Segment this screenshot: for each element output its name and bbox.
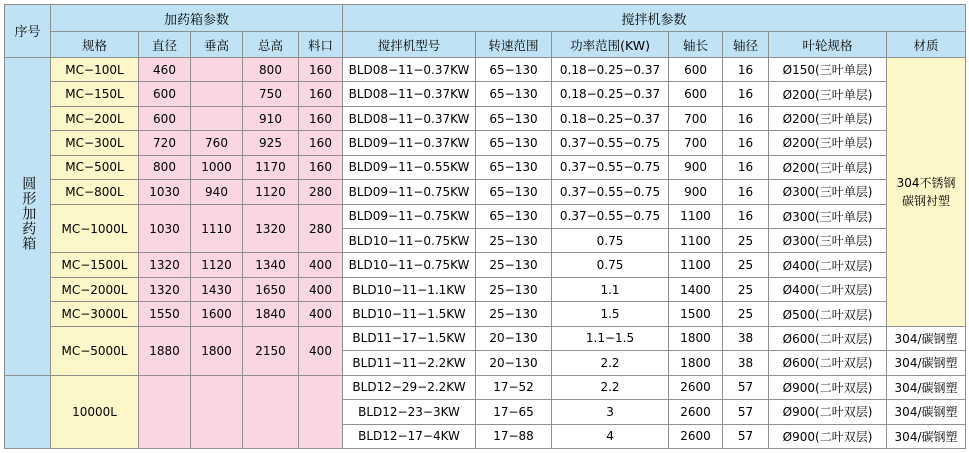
cell-power-range: 3 [552,400,669,424]
cell-feed-port: 160 [299,131,343,155]
header-col-impeller: 叶轮规格 [769,32,887,58]
header-group-dosing: 加药箱参数 [51,5,343,32]
cell-speed-range: 25−130 [476,229,552,253]
table-row [5,131,966,155]
cell-speed-range: 17−65 [476,400,552,424]
cell-feed-port: 400 [299,277,343,301]
cell-vertical [191,57,243,81]
cell-shaft-length: 1100 [669,204,723,228]
cell-speed-range: 65−130 [476,204,552,228]
cell-material-alt: 304/碳钢塑 [887,400,966,424]
cell-power-range: 4 [552,424,669,449]
cell-impeller: Ø600(二叶双层) [769,351,887,375]
table-row [5,375,966,399]
cell-shaft-length: 2600 [669,375,723,399]
cell-total-height: 1120 [243,180,299,204]
cell-material-alt: 304/碳钢塑 [887,424,966,449]
cell-material-alt: 304/碳钢塑 [887,351,966,375]
cell-total-height: 1840 [243,302,299,326]
cell-impeller: Ø150(三叶单层) [769,57,887,81]
cell-feed-port: 400 [299,326,343,375]
material-line-1: 304不锈钢 [896,175,956,190]
cell-spec: MC−2000L [51,277,139,301]
cell-total-height: 1170 [243,155,299,179]
cell-impeller: Ø300(三叶单层) [769,180,887,204]
table-row [5,82,966,106]
cell-speed-range: 65−130 [476,106,552,130]
cell-vertical [191,375,243,448]
cell-shaft-length: 600 [669,57,723,81]
cell-speed-range: 17−52 [476,375,552,399]
cell-impeller: Ø900(二叶双层) [769,424,887,449]
cell-speed-range: 25−130 [476,302,552,326]
cell-diameter: 460 [139,57,191,81]
cell-total-height: 800 [243,57,299,81]
cell-shaft-dia: 57 [723,400,769,424]
cell-spec: MC−1500L [51,253,139,277]
cell-shaft-length: 700 [669,131,723,155]
cell-shaft-dia: 16 [723,57,769,81]
cell-total-height: 1320 [243,204,299,253]
cell-shaft-length: 1100 [669,229,723,253]
cell-shaft-dia: 38 [723,351,769,375]
cell-spec: MC−800L [51,180,139,204]
cell-impeller: Ø200(三叶单层) [769,131,887,155]
dosing-tank-spec-table [4,4,966,449]
cell-vertical: 1600 [191,302,243,326]
cell-shaft-length: 900 [669,155,723,179]
cell-power-range: 1.1 [552,277,669,301]
cell-mixer-model: BLD11−17−1.5KW [343,326,476,350]
cell-diameter [139,375,191,448]
cell-diameter: 1030 [139,204,191,253]
cell-shaft-length: 700 [669,106,723,130]
cell-speed-range: 65−130 [476,57,552,81]
cell-feed-port [299,375,343,448]
cell-impeller: Ø500(二叶双层) [769,302,887,326]
cell-shaft-dia: 16 [723,106,769,130]
cell-total-height: 1650 [243,277,299,301]
cell-mixer-model: BLD08−11−0.37KW [343,82,476,106]
cell-shaft-dia: 25 [723,253,769,277]
cell-shaft-dia: 16 [723,180,769,204]
cell-shaft-dia: 57 [723,424,769,449]
header-col-shaft-length: 轴长 [669,32,723,58]
cell-shaft-length: 2600 [669,424,723,449]
cell-mixer-model: BLD10−11−1.5KW [343,302,476,326]
cell-shaft-length: 1800 [669,351,723,375]
cell-feed-port: 160 [299,106,343,130]
cell-mixer-model: BLD10−11−0.75KW [343,229,476,253]
cell-diameter: 1320 [139,277,191,301]
cell-speed-range: 65−130 [476,82,552,106]
cell-total-height: 750 [243,82,299,106]
cell-spec: MC−3000L [51,302,139,326]
cell-spec: 10000L [51,375,139,448]
header-col-speed-range: 转速范围 [476,32,552,58]
cell-diameter: 1550 [139,302,191,326]
cell-mixer-model: BLD12−23−3KW [343,400,476,424]
cell-mixer-model: BLD11−11−2.2KW [343,351,476,375]
table-row [5,57,966,81]
cell-impeller: Ø400(二叶双层) [769,277,887,301]
cell-total-height [243,375,299,448]
cell-speed-range: 65−130 [476,155,552,179]
cell-total-height: 910 [243,106,299,130]
cell-total-height: 1340 [243,253,299,277]
cell-mixer-model: BLD08−11−0.37KW [343,57,476,81]
seq-blank [5,375,51,448]
cell-power-range: 0.18−0.25−0.37 [552,82,669,106]
cell-shaft-dia: 25 [723,277,769,301]
header-group-mixer: 搅拌机参数 [343,5,966,32]
table-row [5,180,966,204]
header-col-total-height: 总高 [243,32,299,58]
table-header-row-2 [5,32,966,58]
table-row [5,253,966,277]
cell-total-height: 2150 [243,326,299,375]
cell-impeller: Ø900(二叶双层) [769,375,887,399]
header-seq: 序号 [5,5,51,58]
cell-mixer-model: BLD10−11−0.75KW [343,253,476,277]
cell-power-range: 0.18−0.25−0.37 [552,106,669,130]
header-col-feed-port: 料口 [299,32,343,58]
cell-feed-port: 160 [299,57,343,81]
cell-spec: MC−1000L [51,204,139,253]
cell-vertical: 1430 [191,277,243,301]
material-line-2: 碳钢衬塑 [902,193,951,208]
table-row [5,155,966,179]
cell-shaft-length: 1100 [669,253,723,277]
table-row [5,204,966,228]
cell-impeller: Ø300(三叶单层) [769,204,887,228]
cell-impeller: Ø200(三叶单层) [769,155,887,179]
header-col-material: 材质 [887,32,966,58]
cell-shaft-dia: 16 [723,82,769,106]
cell-spec: MC−150L [51,82,139,106]
cell-speed-range: 65−130 [476,131,552,155]
cell-vertical: 760 [191,131,243,155]
cell-mixer-model: BLD12−17−4KW [343,424,476,449]
cell-mixer-model: BLD10−11−1.1KW [343,277,476,301]
header-col-spec: 规格 [51,32,139,58]
cell-shaft-dia: 38 [723,326,769,350]
cell-diameter: 720 [139,131,191,155]
table-row [5,106,966,130]
cell-power-range: 0.75 [552,229,669,253]
cell-power-range: 1.1−1.5 [552,326,669,350]
table-row [5,326,966,350]
cell-power-range: 2.2 [552,375,669,399]
cell-power-range: 1.5 [552,302,669,326]
cell-feed-port: 400 [299,253,343,277]
cell-feed-port: 160 [299,155,343,179]
cell-spec: MC−200L [51,106,139,130]
cell-shaft-length: 1400 [669,277,723,301]
cell-impeller: Ø300(三叶单层) [769,229,887,253]
cell-speed-range: 17−88 [476,424,552,449]
header-col-diameter: 直径 [139,32,191,58]
cell-speed-range: 20−130 [476,351,552,375]
cell-feed-port: 280 [299,180,343,204]
cell-diameter: 800 [139,155,191,179]
cell-total-height: 925 [243,131,299,155]
cell-speed-range: 25−130 [476,253,552,277]
table-row [5,277,966,301]
cell-shaft-length: 900 [669,180,723,204]
cell-spec: MC−100L [51,57,139,81]
cell-shaft-dia: 16 [723,131,769,155]
cell-shaft-dia: 25 [723,229,769,253]
cell-impeller: Ø200(三叶单层) [769,82,887,106]
cell-mixer-model: BLD12−29−2.2KW [343,375,476,399]
cell-mixer-model: BLD09−11−0.37KW [343,131,476,155]
cell-speed-range: 25−130 [476,277,552,301]
header-col-mixer-model: 搅拌机型号 [343,32,476,58]
cell-impeller: Ø900(二叶双层) [769,400,887,424]
cell-diameter: 1030 [139,180,191,204]
cell-shaft-dia: 16 [723,204,769,228]
cell-vertical: 1000 [191,155,243,179]
cell-shaft-dia: 25 [723,302,769,326]
cell-impeller: Ø200(三叶单层) [769,106,887,130]
table-header-row-1 [5,5,966,32]
header-col-vertical: 垂高 [191,32,243,58]
cell-shaft-dia: 57 [723,375,769,399]
seq-circular-dosing-tank: 圆形加药箱 [5,57,51,375]
cell-shaft-length: 600 [669,82,723,106]
cell-material-alt: 304/碳钢塑 [887,326,966,350]
cell-material-alt: 304/碳钢塑 [887,375,966,399]
cell-power-range: 0.37−0.55−0.75 [552,155,669,179]
cell-spec: MC−5000L [51,326,139,375]
header-col-shaft-dia: 轴径 [723,32,769,58]
table-row [5,302,966,326]
cell-power-range: 0.18−0.25−0.37 [552,57,669,81]
header-col-power-range: 功率范围(KW) [552,32,669,58]
cell-vertical: 1120 [191,253,243,277]
cell-diameter: 600 [139,82,191,106]
cell-mixer-model: BLD09−11−0.55KW [343,155,476,179]
cell-impeller: Ø400(二叶双层) [769,253,887,277]
cell-spec: MC−300L [51,131,139,155]
cell-material-main [887,57,966,326]
cell-diameter: 600 [139,106,191,130]
cell-vertical: 940 [191,180,243,204]
cell-diameter: 1320 [139,253,191,277]
cell-vertical [191,82,243,106]
cell-feed-port: 280 [299,204,343,253]
cell-spec: MC−500L [51,155,139,179]
cell-vertical: 1110 [191,204,243,253]
cell-shaft-length: 1800 [669,326,723,350]
cell-diameter: 1880 [139,326,191,375]
cell-feed-port: 400 [299,302,343,326]
cell-power-range: 0.37−0.55−0.75 [552,204,669,228]
cell-mixer-model: BLD08−11−0.37KW [343,106,476,130]
cell-power-range: 0.37−0.55−0.75 [552,180,669,204]
cell-shaft-dia: 16 [723,155,769,179]
cell-vertical [191,106,243,130]
cell-mixer-model: BLD09−11−0.75KW [343,180,476,204]
cell-speed-range: 65−130 [476,180,552,204]
cell-feed-port: 160 [299,82,343,106]
cell-power-range: 0.37−0.55−0.75 [552,131,669,155]
cell-speed-range: 20−130 [476,326,552,350]
cell-shaft-length: 2600 [669,400,723,424]
cell-vertical: 1800 [191,326,243,375]
cell-mixer-model: BLD09−11−0.75KW [343,204,476,228]
cell-impeller: Ø600(二叶双层) [769,326,887,350]
cell-power-range: 0.75 [552,253,669,277]
cell-shaft-length: 1500 [669,302,723,326]
cell-power-range: 2.2 [552,351,669,375]
